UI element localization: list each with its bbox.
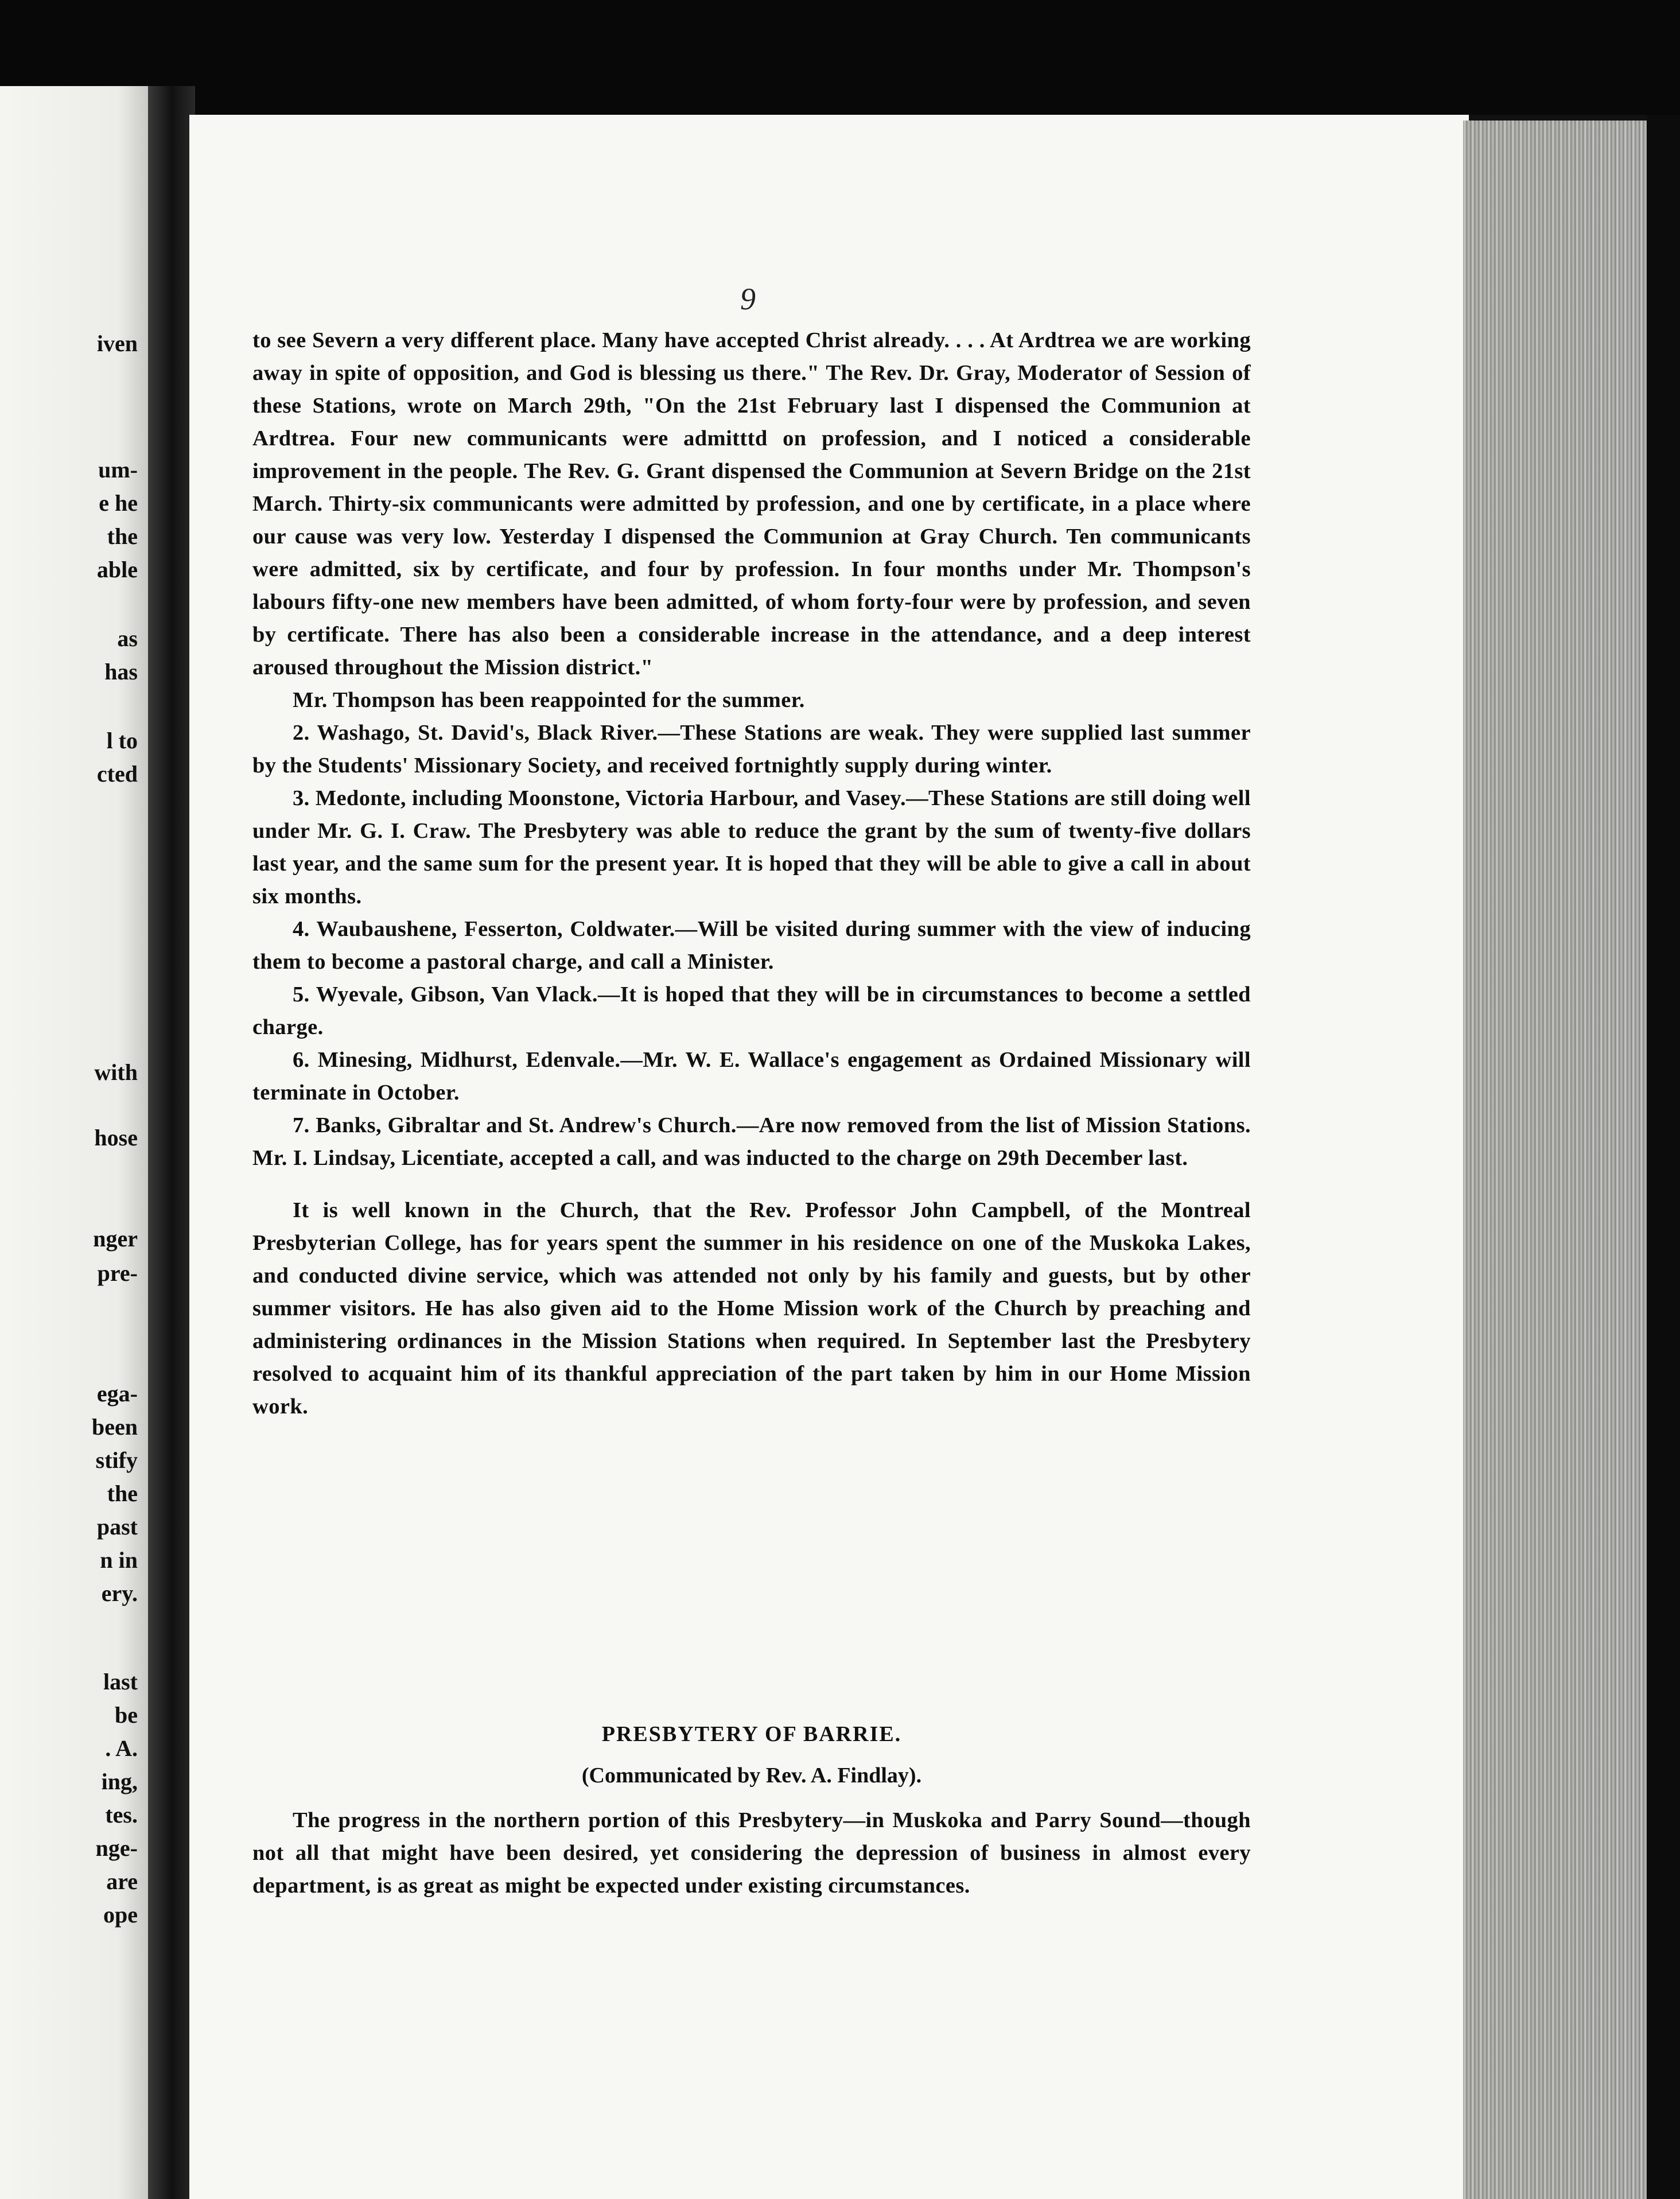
page-number: 9 <box>740 282 756 316</box>
left-page-fragment: . A. <box>105 1735 138 1761</box>
left-page-fragment: be <box>115 1702 138 1728</box>
left-page-fragment: ope <box>103 1902 138 1928</box>
paragraph-item-3: 3. Medonte, including Moonstone, Victoria Harbour, and Vasey.—These Stations are still doing well under Mr. G. I. Craw. The Presbytery was able to reduce the grant by the sum of twenty-five dollars last year, and the same sum for the present year. It is hoped that they will be able to give a call in about six months. <box>252 786 1251 908</box>
left-page-fragment: cted <box>96 761 138 787</box>
left-page-fragment: the <box>107 523 138 549</box>
section-presbytery-barrie <box>252 1722 1251 1902</box>
left-page-fragment: been <box>92 1414 138 1440</box>
left-page-fragment: ing, <box>101 1769 138 1794</box>
right-page <box>189 115 1469 2199</box>
book-gutter <box>148 86 195 2199</box>
left-page-fragment: stify <box>95 1447 138 1473</box>
paragraph-item-7: 7. Banks, Gibraltar and St. Andrew's Church.—Are now removed from the list of Mission Stations. Mr. I. Lindsay, Licentiate, accepted a call, and was inducted to the charge on 29th December last. <box>252 1113 1251 1170</box>
section-heading: PRESBYTERY OF BARRIE. <box>601 1722 902 1746</box>
left-page-fragment: has <box>104 659 138 685</box>
left-page-fragment: n in <box>100 1547 138 1573</box>
left-page-fragment: last <box>103 1669 138 1695</box>
left-page-fragment: as <box>117 625 138 651</box>
main-text <box>252 324 1251 1423</box>
section-subheading: (Communicated by Rev. A. Findlay). <box>581 1763 922 1788</box>
left-page-fragment: pre- <box>97 1260 138 1286</box>
left-page-fragment: nge- <box>95 1835 138 1861</box>
left-page-fragment: e he <box>99 490 138 516</box>
paragraph-item-2: 2. Washago, St. David's, Black River.—These Stations are weak. They were supplied last summer by the Students' Missionary Society, and received fortnightly supply during winter. <box>252 721 1251 778</box>
scan-border-right <box>1647 115 1680 2199</box>
paragraph-campbell: It is well known in the Church, that the Rev. Professor John Campbell, of the Montreal Presbyterian College, has for years spent the summer in his residence on one of the Muskoka Lakes, and conducted divine service, which was attended not only by his family and guests, but by other summer visitors. He has also given aid to the Home Mission work of the Church by preaching and administering ordinances in the Mission Stations when required. In September last the Presbytery resolved to acquaint him of its thankful appreciation of the part taken by him in our Home Mission work. <box>252 1198 1251 1419</box>
left-page-fragment: nger <box>93 1226 138 1252</box>
left-page-fragment: able <box>96 557 138 582</box>
left-page-fragment: the <box>107 1481 138 1506</box>
section-paragraph: The progress in the northern portion of this Presbytery—in Muskoka and Parry Sound—though not all that might have been desired, yet considering the depression of business in almost every department, is as great as might be expected under existing circumstances. <box>252 1808 1251 1898</box>
page-stack-edge <box>1463 121 1647 2199</box>
left-page-fragment: ega- <box>96 1381 138 1407</box>
left-page-fragment: ery. <box>101 1580 138 1606</box>
left-page-fragment: um- <box>98 457 138 483</box>
left-page-fragment: with <box>94 1059 138 1085</box>
left-page-fragment: l to <box>106 728 138 753</box>
left-page-fragment: iven <box>96 331 138 356</box>
paragraph-item-4: 4. Waubaushene, Fesserton, Coldwater.—Will be visited during summer with the view of inducing them to become a pastoral charge, and call a Minister. <box>252 917 1251 974</box>
paragraph-continuation: to see Severn a very different place. Many have accepted Christ already. . . . At Ardtrea we are working away in spite of opposition, and God is blessing us there." The Rev. Dr. Gray, Moderator of Session of these Stations, wrote on March 29th, "On the 21st February last I dispensed the Communion at Ardtrea. Four new communicants were admitttd on profession, and I noticed a considerable improvement in the people. The Rev. G. Grant dispensed the Communion at Severn Bridge on the 21st March. Thirty-six communicants were admitted by profession, and one by certificate, in a place where our cause was very low. Yesterday I dispensed the Communion at Gray Church. Ten communicants were admitted, six by certificate, and four by profession. In four months under Mr. Thompson's labours fifty-one new members have been admitted, of whom forty-four were by profession, and seven by certificate. There has also been a considerable increase in the attendance, and a deep interest aroused throughout the Mission district." <box>252 328 1251 679</box>
paragraph-thompson: Mr. Thompson has been reappointed for the summer. <box>293 688 805 712</box>
left-page <box>0 86 148 2199</box>
left-page-fragment: are <box>106 1868 138 1894</box>
left-page-fragment: tes. <box>105 1802 138 1828</box>
paragraph-item-6: 6. Minesing, Midhurst, Edenvale.—Mr. W. E. Wallace's engagement as Ordained Missionary will terminate in October. <box>252 1048 1251 1105</box>
paragraph-item-5: 5. Wyevale, Gibson, Van Vlack.—It is hoped that they will be in circumstances to become a settled charge. <box>252 982 1251 1039</box>
scan-background <box>0 0 1680 115</box>
left-page-fragment: hose <box>94 1125 138 1151</box>
left-page-fragment: past <box>96 1514 138 1540</box>
